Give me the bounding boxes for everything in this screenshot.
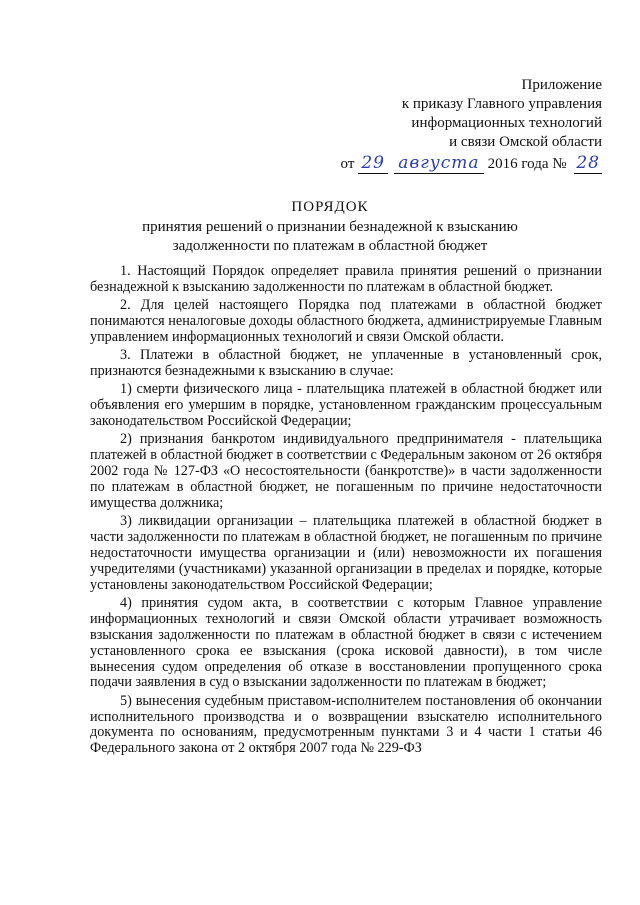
- subitem-3: 3) ликвидации организации – плательщика платежей в областной бюджет в части задолженности по платежам в областной бюджет, не погашенным по причине недостаточности имущества организации и (или) невозможности их погашения учредителями (участниками) указанной организации в пределах и порядке, которые установлены законодательством Российской Федерации;: [90, 513, 602, 593]
- date-prefix: от: [340, 156, 355, 172]
- subitem-4: 4) принятия судом акта, в соответствии с которым Главное управление информационных технологий и связи Омской области утрачивает возможность взыскания задолженности по платежам в областной бюджет в связи с истечением установленного срока ее взыскания (срока исковой давности), в том числе вынесения судом определения об отказе в восстановлении пропущенного срока подачи заявления в суд о взыскании задолженности по платежам в бюджет;: [90, 594, 602, 691]
- order-date-line: [300, 154, 602, 174]
- subitem-2: 2) признания банкротом индивидуального предпринимателя - плательщика платежей в областной бюджет в соответствии с Федеральным законом от 26 октября 2002 года № 127-ФЗ «О несостоятельности (банкротстве)» в части задолженности по платежам в областной бюджет, не погашенным по причине недостаточности имущества должника;: [90, 431, 602, 511]
- appendix-order-ref: к приказу Главного управления: [401, 96, 602, 112]
- handwritten-order-number: 28: [576, 153, 600, 173]
- number-sign: №: [552, 156, 567, 172]
- handwritten-month: августа: [394, 154, 484, 174]
- document-subtitle-line1: принятия решений о признании безнадежной к взысканию: [142, 219, 518, 235]
- paragraph-3: 3. Платежи в областной бюджет, не уплаченные в установленный срок, признаются безнадежными к взысканию в случае:: [90, 347, 602, 380]
- document-titles: [60, 197, 600, 255]
- document-body: [90, 264, 602, 757]
- document-subtitle-line2: задолженности по платежам в областной бюджет: [172, 238, 488, 254]
- document-title: ПОРЯДОК: [291, 199, 369, 215]
- appendix-header: [300, 76, 602, 174]
- handwritten-day: 29: [358, 154, 388, 174]
- appendix-region: и связи Омской области: [449, 134, 602, 150]
- subitem-5: 5) вынесения судебным приставом-исполнителем постановления об окончании исполнительного производства и о возвращении взыскателю исполнительного документа по основаниям, предусмотренным пунктами 3 и 4 части 1 статьи 46 Федерального закона от 2 октября 2007 года № 229-ФЗ: [90, 692, 602, 757]
- appendix-department: информационных технологий: [411, 115, 602, 131]
- date-year: 2016 года: [487, 156, 549, 172]
- subitem-1: 1) смерти физического лица - плательщика платежей в областной бюджет или объявления его умершим в порядке, установленном гражданским процессуальным законодательством Российской Федерации;: [90, 381, 602, 430]
- appendix-label: Приложение: [521, 77, 602, 93]
- paragraph-2: 2. Для целей настоящего Порядка под платежами в областной бюджет понимаются неналоговые доходы областного бюджета, администрируемые Главным управлением информационных технологий и связи Омской области.: [90, 297, 602, 345]
- paragraph-1: 1. Настоящий Порядок определяет правила принятия решений о признании безнадежной к взысканию задолженности по платежам в областной бюджет.: [90, 263, 602, 295]
